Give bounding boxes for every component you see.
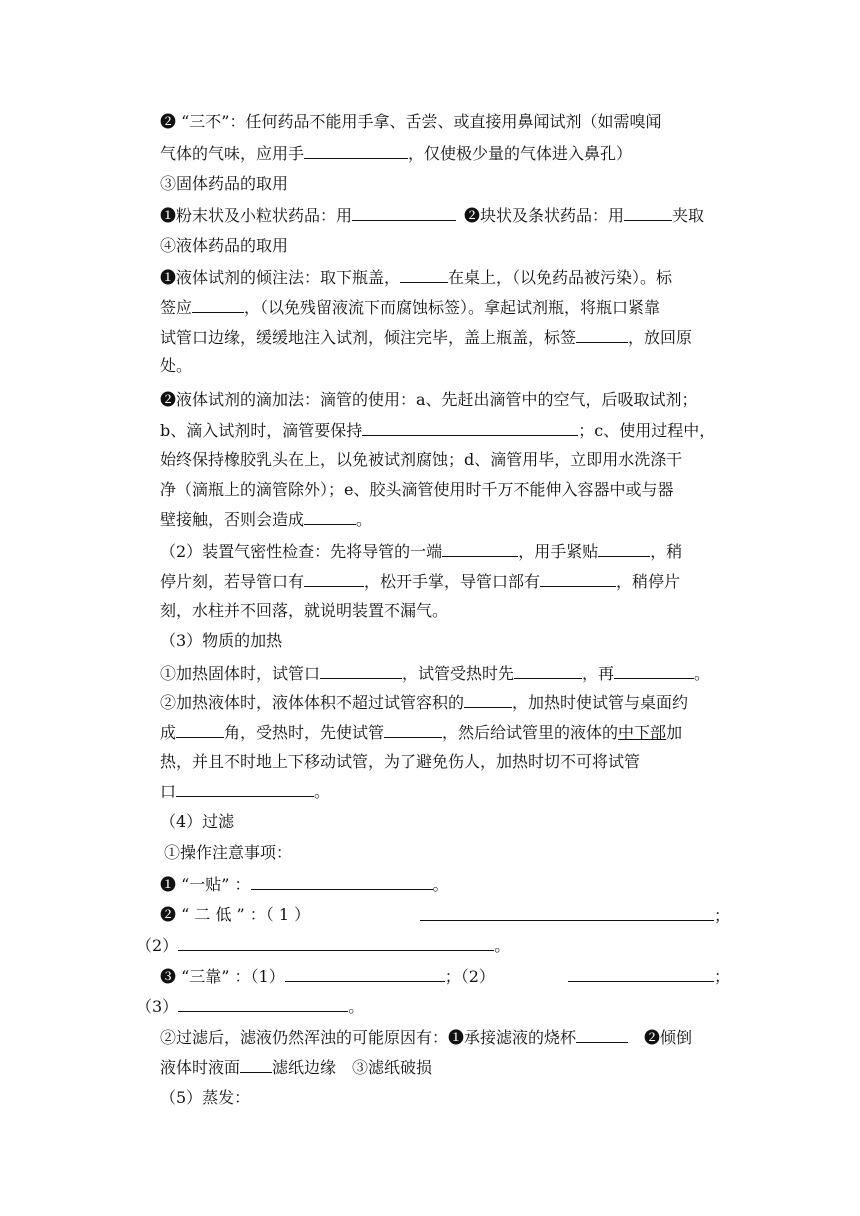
text: 。 — [694, 664, 711, 683]
text-line — [160, 571, 680, 592]
text: （3） — [136, 997, 179, 1016]
text: ，放回原 — [628, 328, 693, 347]
text: ❶液体试剂的倾注法：取下瓶盖， — [160, 268, 401, 287]
text: ，稍停片 — [616, 572, 681, 591]
text: 试管口边缘，缓缓地注入试剂，倾注完毕，盖上瓶盖，标签 — [160, 328, 577, 347]
text-line — [160, 966, 730, 987]
fill-blank[interactable] — [304, 571, 364, 587]
section-heading: （3）物质的加热 — [160, 631, 283, 650]
text: ，然后给试管里的液体的 — [442, 723, 619, 742]
text: 壁接触，否则会造成 — [160, 510, 305, 529]
section-heading: ④液体药品的取用 — [160, 236, 289, 255]
text: ，仅使极少量的气体进入鼻孔） — [408, 144, 633, 163]
text: ，（以免残留液流下而腐蚀标签）。拿起试剂瓶，将瓶口紧靠 — [244, 298, 661, 317]
text-line: ①操作注意事项： — [164, 843, 293, 862]
fill-blank[interactable] — [420, 905, 714, 921]
fill-blank[interactable] — [442, 541, 518, 557]
text: 口 — [160, 782, 177, 801]
text: 夹取 — [672, 206, 705, 225]
text-line — [160, 509, 372, 530]
text: 。 — [432, 875, 449, 894]
fill-blank[interactable] — [576, 327, 628, 343]
text: ，再 — [582, 664, 615, 683]
fill-blank[interactable] — [192, 297, 244, 313]
text: 在桌上，（以免药品被污染）。标 — [448, 268, 673, 287]
text: 签应 — [160, 298, 193, 317]
text: ❸ “三靠” ：（1） — [160, 967, 285, 986]
text: ②过滤后，滤液仍然浑浊的可能原因有：❶承接滤液的烧杯 — [160, 1028, 577, 1047]
fill-blank[interactable] — [352, 205, 456, 221]
text-line: 净（滴瓶上的滴管除外）；e、胶头滴管使用时千万不能伸入容器中或与器 — [160, 480, 674, 499]
text-line — [160, 1027, 692, 1048]
fill-blank[interactable] — [464, 692, 512, 708]
fill-blank[interactable] — [176, 781, 314, 797]
text: 。 — [494, 936, 511, 955]
text: ❷倾倒 — [644, 1028, 693, 1047]
text: ，用手紧贴 — [518, 542, 599, 561]
text: ，试管受热时先 — [402, 664, 515, 683]
text: ；c、使用过程中， — [578, 421, 716, 440]
underlined-text: 中下部 — [618, 723, 667, 742]
text: ②加热液体时，液体体积不超过试管容积的 — [160, 693, 465, 712]
text-line — [160, 143, 632, 164]
fill-blank[interactable] — [240, 1057, 272, 1073]
text: 停片刻，若导管口有 — [160, 572, 305, 591]
text: ❷ “ 二 低 ” ：（ 1 ） — [160, 905, 311, 924]
text-line — [160, 205, 704, 226]
text: ①加热固体时，试管口 — [160, 664, 321, 683]
section-heading: ③固体药品的取用 — [160, 174, 289, 193]
text-line: 处。 — [160, 356, 193, 375]
text-line — [160, 541, 682, 562]
text: ❶ “一贴” ： — [160, 875, 251, 894]
section-heading: （4）过滤 — [160, 812, 235, 831]
fill-blank[interactable] — [320, 663, 402, 679]
text-line: 热，并且不时地上下移动试管，为了避免伤人，加热时切不可将试管 — [160, 752, 641, 771]
text: b、滴入试剂时，滴管要保持 — [160, 421, 363, 440]
text: 加 — [666, 723, 683, 742]
text: 。 — [348, 997, 365, 1016]
text: 角，受热时，先使试管 — [224, 723, 385, 742]
text-line: ❷ “三不”：任何药品不能用手拿、舌尝、或直接用鼻闻试剂（如需嗅闻 — [160, 112, 662, 131]
text-line — [160, 663, 710, 684]
text-line: 刻，水柱并不回落，就说明装置不漏气。 — [160, 601, 449, 620]
fill-blank[interactable] — [400, 267, 448, 283]
fill-blank[interactable] — [576, 1027, 628, 1043]
fill-blank[interactable] — [540, 571, 616, 587]
text-line: ❷液体试剂的滴加法：滴管的使用：a、先赶出滴管中的空气，后吸取试剂； — [160, 390, 698, 409]
text-line — [160, 722, 682, 743]
fill-blank[interactable] — [304, 143, 408, 159]
text: ❷块状及条状药品：用 — [464, 206, 625, 225]
text: ； — [713, 967, 730, 986]
fill-blank[interactable] — [384, 722, 442, 738]
fill-blank[interactable] — [285, 966, 445, 982]
text-line — [160, 327, 692, 348]
fill-blank[interactable] — [568, 966, 714, 982]
fill-blank[interactable] — [304, 509, 356, 525]
text-line — [160, 297, 660, 318]
text: ❶粉末状及小粒状药品：用 — [160, 206, 353, 225]
fill-blank[interactable] — [362, 420, 578, 436]
text-line — [160, 267, 672, 288]
text-line: 始终保持橡胶乳头在上，以免被试剂腐蚀；d、滴管用毕，立即用水洗涤干 — [160, 450, 683, 469]
text-line — [160, 692, 688, 713]
text: ； — [713, 906, 730, 925]
text-line — [136, 935, 510, 956]
fill-blank[interactable] — [614, 663, 694, 679]
text: ，松开手掌，导管口部有 — [364, 572, 541, 591]
fill-blank[interactable] — [178, 996, 348, 1012]
text: 气体的气味，应用手 — [160, 144, 305, 163]
text-line — [160, 781, 330, 802]
text-line — [160, 874, 449, 895]
text: ，稍 — [650, 542, 683, 561]
text-line — [136, 996, 364, 1017]
text: 液体时液面 — [160, 1058, 241, 1077]
fill-blank[interactable] — [251, 874, 433, 890]
text-line — [160, 905, 730, 926]
text-line — [160, 1057, 432, 1078]
fill-blank[interactable] — [178, 935, 494, 951]
text: ；（2） — [444, 967, 495, 986]
fill-blank[interactable] — [176, 722, 224, 738]
text: 滤纸边缘 ③滤纸破损 — [272, 1058, 433, 1077]
text: （2） — [136, 936, 179, 955]
fill-blank[interactable] — [514, 663, 582, 679]
section-heading: （5）蒸发： — [160, 1088, 251, 1107]
text: （2）装置气密性检查：先将导管的一端 — [160, 542, 443, 561]
text: 。 — [356, 510, 373, 529]
text-line — [160, 420, 715, 441]
text: 。 — [314, 782, 331, 801]
fill-blank[interactable] — [598, 541, 650, 557]
text: ，加热时使试管与桌面约 — [512, 693, 689, 712]
text: 成 — [160, 723, 177, 742]
fill-blank[interactable] — [624, 205, 672, 221]
